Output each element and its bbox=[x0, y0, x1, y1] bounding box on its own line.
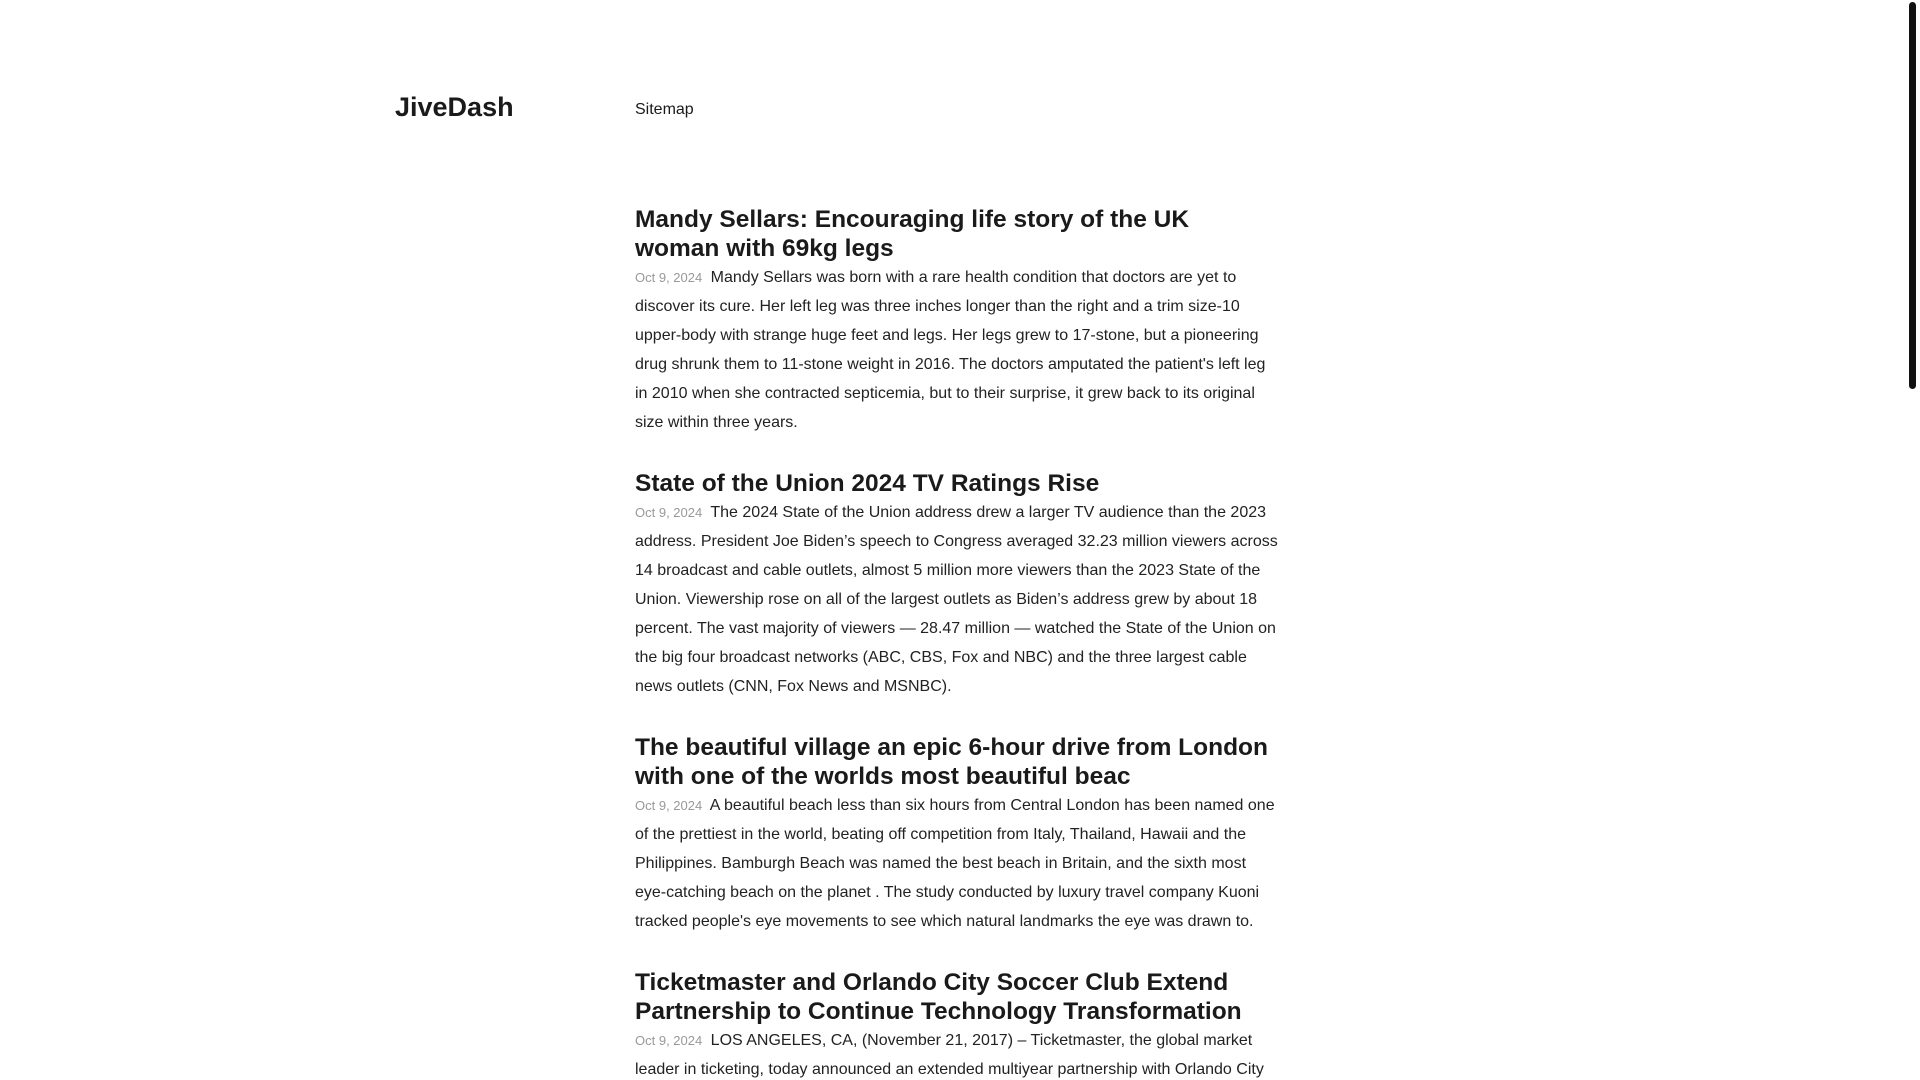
article-title bbox=[635, 968, 1278, 1026]
article-excerpt: LOS ANGELES, CA, (November 21, 2017) – Ticketmaster, the global market leader in ticketing, today announced an extended multiyear partnership with Orlando City bbox=[635, 1032, 1264, 1078]
vertical-scrollbar[interactable] bbox=[1906, 0, 1920, 1080]
article-item bbox=[635, 733, 1278, 936]
article-date: Oct 9, 2024 bbox=[635, 270, 703, 285]
article-summary bbox=[635, 791, 1278, 936]
article-item bbox=[635, 469, 1278, 701]
article-excerpt: The 2024 State of the Union address drew a larger TV audience than the 2023 address. President Joe Biden’s speech to Congress averaged 32.23 million viewers across 14 broadcast and cable outlets, almost 5 million more viewers than the 2023 State of the Union. Viewership rose on all of the largest outlets as Biden’s address grew by about 18 percent. The vast majority of viewers — 28.47 million — watched the State of the Union on the big four broadcast networks (ABC, CBS, Fox and NBC) and the three largest cable news outlets (CNN, Fox News and MSNBC). bbox=[635, 504, 1278, 695]
article-item bbox=[635, 968, 1278, 1080]
article-summary bbox=[635, 498, 1278, 701]
site-logo[interactable]: JiveDash bbox=[395, 92, 514, 122]
article-title bbox=[635, 205, 1278, 263]
nav-link-sitemap[interactable]: Sitemap bbox=[635, 101, 694, 118]
article-date: Oct 9, 2024 bbox=[635, 798, 703, 813]
article-excerpt: A beautiful beach less than six hours from Central London has been named one of the prettiest in the world, beating off competition from Italy, Thailand, Hawaii and the Philippines. Bamburgh Beach was named the best beach in Britain, and the sixth most eye-catching beach on the planet . The study conducted by luxury travel company Kuoni tracked people's eye movements to see which natural landmarks the eye was drawn to. bbox=[635, 797, 1275, 930]
article-date: Oct 9, 2024 bbox=[635, 505, 703, 520]
article-summary bbox=[635, 263, 1278, 437]
scrollbar-thumb[interactable] bbox=[1909, 2, 1916, 389]
article-title bbox=[635, 469, 1278, 498]
article-title-link[interactable]: The beautiful village an epic 6-hour drive from London with one of the worlds most beautiful beac bbox=[635, 734, 1268, 790]
article-title bbox=[635, 733, 1278, 791]
article-date: Oct 9, 2024 bbox=[635, 1033, 703, 1048]
top-nav bbox=[635, 101, 694, 119]
article-item bbox=[635, 205, 1278, 437]
article-excerpt: Mandy Sellars was born with a rare health condition that doctors are yet to discover its cure. Her left leg was three inches longer than the right and a trim size-10 upper-body with strange huge feet and legs. Her legs grew to 17-stone, but a pioneering drug shrunk them to 11-stone weight in 2016. The doctors amputated the patient's left leg in 2010 when she contracted septicemia, but to their surprise, it grew back to its original size within three years. bbox=[635, 269, 1266, 431]
article-title-link[interactable]: Mandy Sellars: Encouraging life story of the UK woman with 69kg legs bbox=[635, 206, 1190, 262]
article-title-link[interactable]: State of the Union 2024 TV Ratings Rise bbox=[635, 470, 1100, 497]
article-summary bbox=[635, 1026, 1278, 1080]
article-title-link[interactable]: Ticketmaster and Orlando City Soccer Club Extend Partnership to Continue Technology Transformation bbox=[635, 969, 1242, 1025]
article-list bbox=[635, 205, 1278, 1080]
